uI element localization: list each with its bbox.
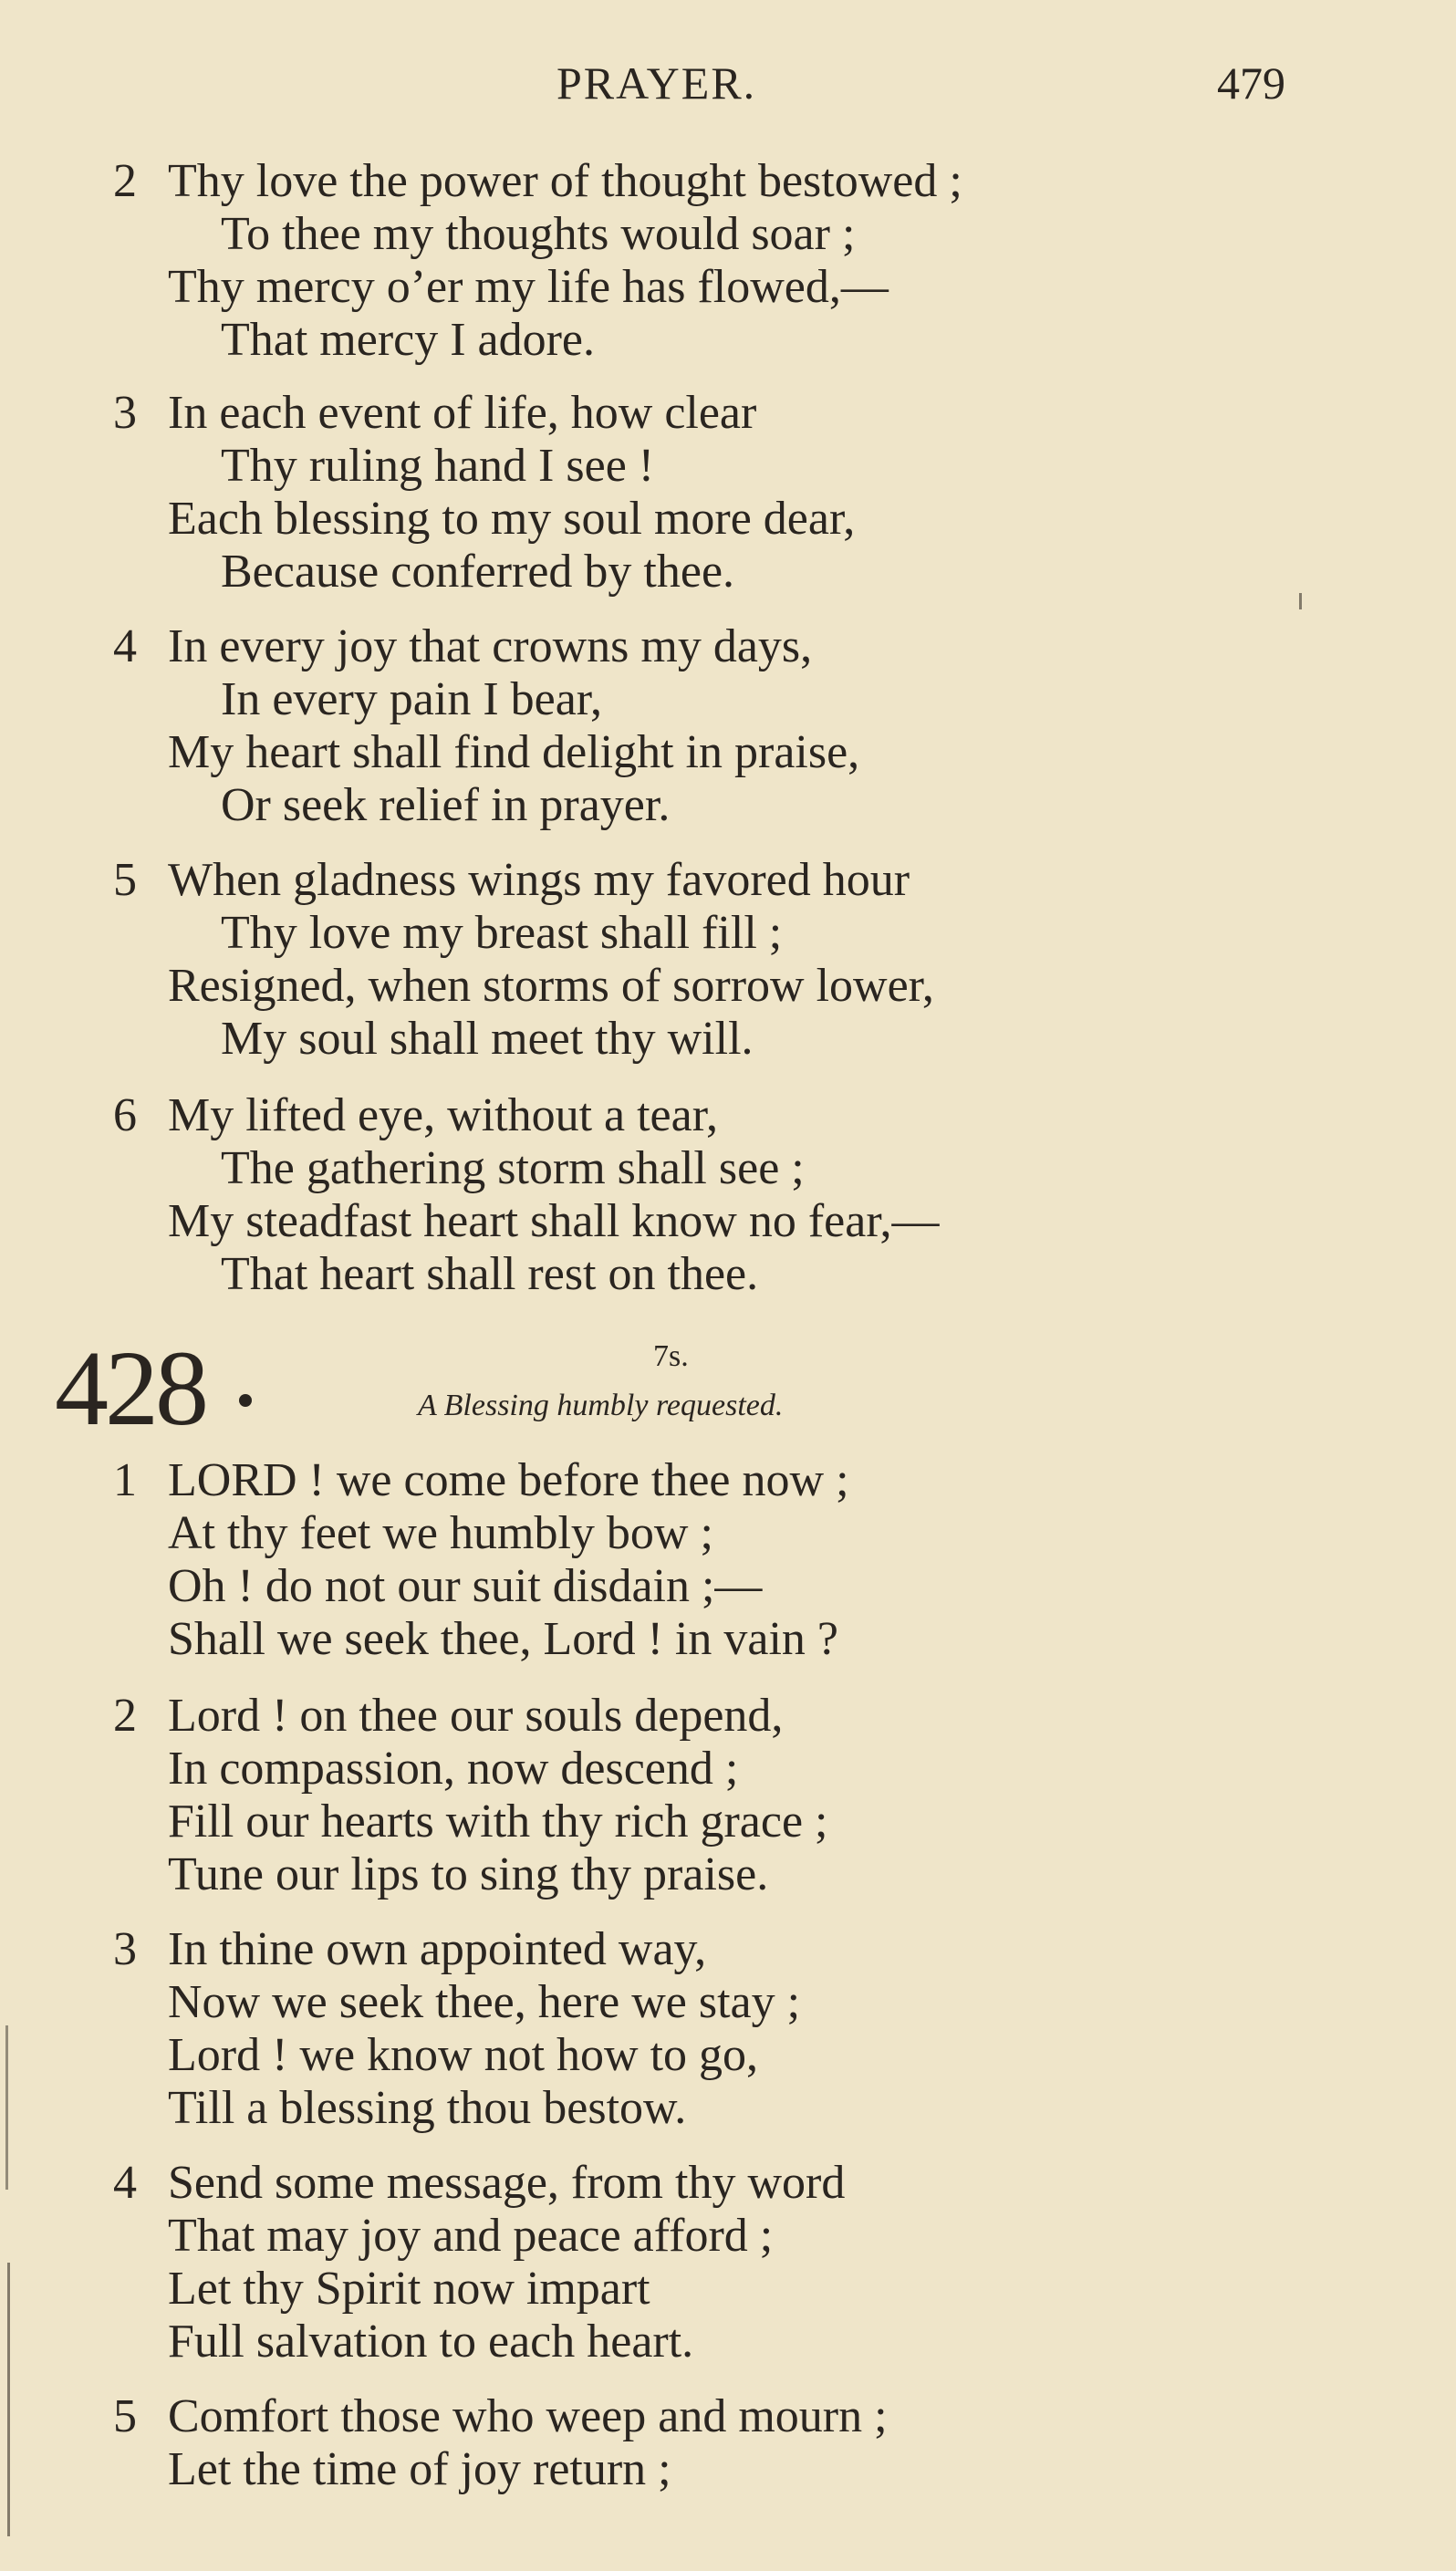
stanza-line: LORD ! we come before thee now ; bbox=[168, 1454, 849, 1506]
stanza-line: Send some message, from thy word bbox=[168, 2157, 846, 2209]
stanza-line: At thy feet we humbly bow ; bbox=[168, 1507, 713, 1559]
stanza-line: Tune our lips to sing thy praise. bbox=[168, 1848, 769, 1900]
stanza-line: To thee my thoughts would soar ; bbox=[221, 208, 856, 260]
stanza-line: My soul shall meet thy will. bbox=[221, 1013, 754, 1065]
stanza-line: Resigned, when storms of sorrow lower, bbox=[168, 960, 934, 1012]
stanza-line: That mercy I adore. bbox=[221, 314, 596, 366]
stanza-line: Lord ! we know not how to go, bbox=[168, 2029, 759, 2081]
stanza-line: Or seek relief in prayer. bbox=[221, 779, 671, 831]
stanza-number: 3 bbox=[113, 1923, 137, 1975]
stanza-line: In thine own appointed way, bbox=[168, 1923, 707, 1975]
stanza-line: Fill our hearts with thy rich grace ; bbox=[168, 1796, 828, 1848]
stanza-line: Comfort those who weep and mourn ; bbox=[168, 2390, 888, 2442]
page-number: 479 bbox=[1217, 57, 1285, 109]
stanza-number: 4 bbox=[113, 2157, 137, 2209]
stanza-line: Now we seek thee, here we stay ; bbox=[168, 1976, 801, 2028]
stanza-line: In every pain I bear, bbox=[221, 673, 603, 725]
stanza-line: That heart shall rest on thee. bbox=[221, 1248, 759, 1300]
stanza-line: In compassion, now descend ; bbox=[168, 1743, 739, 1795]
stanza-number: 5 bbox=[113, 2390, 137, 2442]
binding-edge-mark bbox=[7, 2263, 10, 2536]
stanza-number: 3 bbox=[113, 387, 137, 439]
stanza-line: Thy love my breast shall fill ; bbox=[221, 907, 783, 959]
stanza-number: 6 bbox=[113, 1089, 137, 1141]
stanza-line: Each blessing to my soul more dear, bbox=[168, 493, 856, 545]
stanza-line: In each event of life, how clear bbox=[168, 387, 757, 439]
stanza-line: Thy ruling hand I see ! bbox=[221, 440, 655, 492]
stanza-line: Full salvation to each heart. bbox=[168, 2316, 694, 2368]
stanza-line: When gladness wings my favored hour bbox=[168, 854, 910, 906]
hymn-number-period bbox=[239, 1394, 252, 1407]
running-title: PRAYER. bbox=[556, 57, 757, 109]
stanza-line: Till a blessing thou bestow. bbox=[168, 2082, 687, 2134]
hymn-meter: 7s. bbox=[653, 1339, 689, 1373]
margin-speck bbox=[1299, 593, 1302, 609]
stanza-line: My heart shall find delight in praise, bbox=[168, 726, 860, 778]
stanza-line: Let the time of joy return ; bbox=[168, 2443, 671, 2495]
stanza-line: Shall we seek thee, Lord ! in vain ? bbox=[168, 1613, 838, 1665]
stanza-line: That may joy and peace afford ; bbox=[168, 2210, 774, 2262]
stanza-line: My steadfast heart shall know no fear,— bbox=[168, 1195, 940, 1247]
stanza-number: 4 bbox=[113, 620, 137, 672]
stanza-line: The gathering storm shall see ; bbox=[221, 1142, 805, 1194]
stanza-number: 1 bbox=[113, 1454, 137, 1506]
stanza-line: Thy mercy o’er my life has flowed,— bbox=[168, 261, 889, 313]
hymn-subtitle: A Blessing humbly requested. bbox=[418, 1389, 784, 1422]
stanza-line: My lifted eye, without a tear, bbox=[168, 1089, 718, 1141]
binding-edge-mark bbox=[5, 2025, 8, 2190]
stanza-line: Lord ! on thee our souls depend, bbox=[168, 1690, 784, 1742]
stanza-line: Thy love the power of thought bestowed ; bbox=[168, 155, 962, 207]
stanza-number: 2 bbox=[113, 155, 137, 207]
stanza-number: 2 bbox=[113, 1690, 137, 1742]
stanza-number: 5 bbox=[113, 854, 137, 906]
stanza-line: Because conferred by thee. bbox=[221, 546, 735, 598]
stanza-line: In every joy that crowns my days, bbox=[168, 620, 813, 672]
hymn-number: 428 bbox=[55, 1328, 205, 1448]
stanza-line: Oh ! do not our suit disdain ;— bbox=[168, 1560, 763, 1612]
stanza-line: Let thy Spirit now impart bbox=[168, 2263, 650, 2315]
